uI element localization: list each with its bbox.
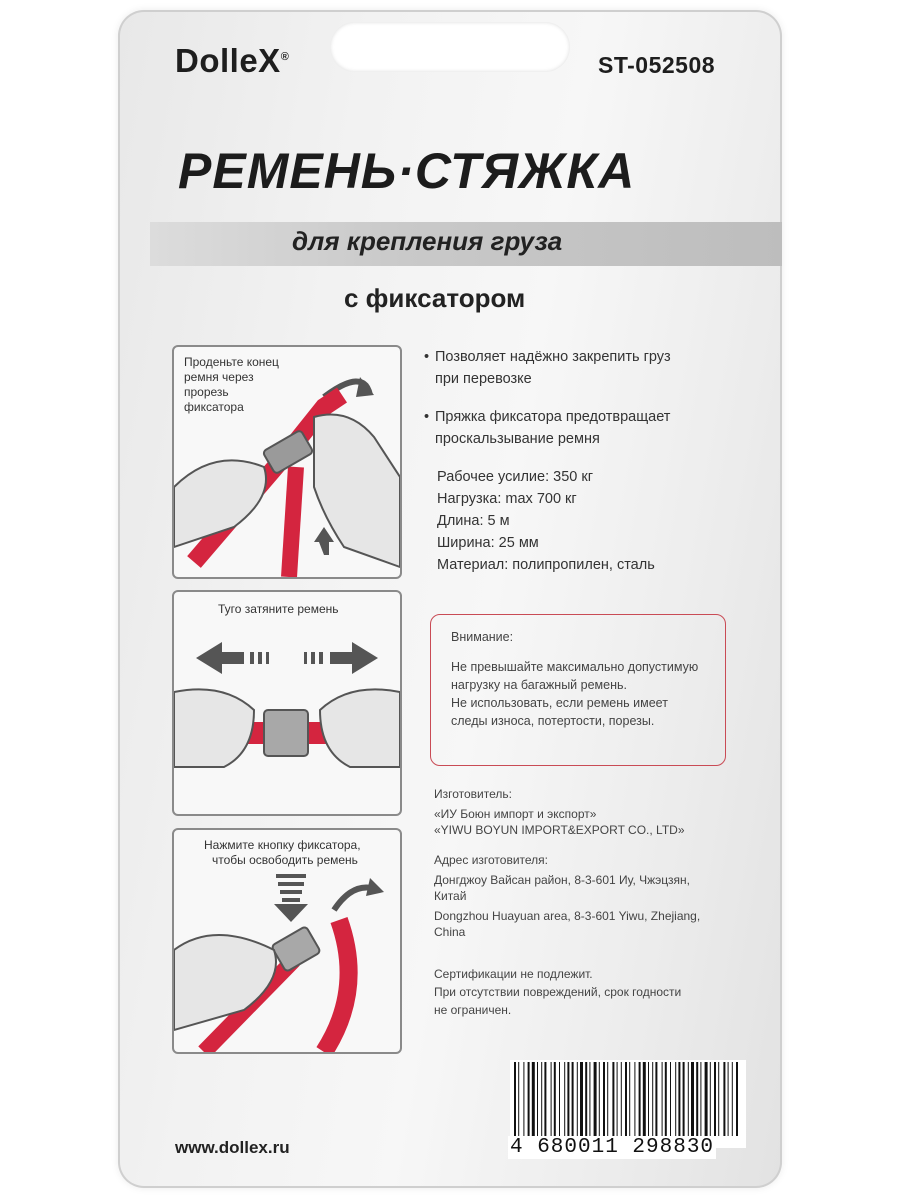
barcode-bar — [559, 1062, 560, 1136]
panel-1-line-4: фиксатора — [184, 400, 244, 414]
barcode-bar — [691, 1062, 694, 1136]
barcode-bar — [723, 1062, 725, 1136]
warning-line-3: Не использовать, если ремень имеет — [451, 696, 668, 710]
barcode-bar — [718, 1062, 719, 1136]
barcode-bar — [710, 1062, 711, 1136]
warning-heading: Внимание: — [451, 630, 514, 644]
barcode-bar — [572, 1062, 574, 1136]
barcode-bar — [523, 1062, 524, 1136]
certification-line-2: При отсутствии повреждений, срок годности — [434, 985, 682, 999]
panel-1-line-2: ремня через — [184, 370, 254, 384]
address-line-3: Dongzhou Huayuan area, 8-3-601 Yiwu, Zhejiang, — [434, 909, 701, 923]
barcode-bar — [643, 1062, 646, 1136]
barcode-bar — [634, 1062, 635, 1136]
barcode-bar — [567, 1062, 569, 1136]
barcode-bar — [700, 1062, 701, 1136]
barcode-bar — [554, 1062, 556, 1136]
address-line-1: Донгджоу Вайсан район, 8-3-601 Иу, Чжэцзян, — [434, 873, 690, 887]
barcode-bar — [607, 1062, 608, 1136]
barcode-bar — [662, 1062, 663, 1136]
barcode-bar — [675, 1062, 676, 1136]
bullet-2-line-1: Пряжка фиксатора предотвращает — [435, 409, 671, 425]
manufacturer-name-ru: «ИУ Боюн импорт и экспорт» — [434, 807, 597, 821]
panel-2-line-1: Туго затяните ремень — [218, 602, 339, 616]
barcode-bar — [617, 1062, 618, 1136]
barcode-bar — [580, 1062, 583, 1136]
warning-line-2: нагрузку на багажный ремень. — [451, 678, 627, 692]
address-line-2: Китай — [434, 889, 467, 903]
barcode-bar — [603, 1062, 605, 1136]
manufacturer-label: Изготовитель: — [434, 787, 512, 801]
warning-line-4: следы износа, потертости, порезы. — [451, 714, 655, 728]
barcode-bar — [599, 1062, 600, 1136]
barcode-bar — [705, 1062, 708, 1136]
website-url: www.dollex.ru — [175, 1138, 290, 1157]
barcode-bar — [728, 1062, 729, 1136]
warning-box — [430, 614, 726, 766]
product-sku: ST-052508 — [598, 52, 716, 78]
brand-logo — [175, 42, 289, 80]
panel-3-line-1: Нажмите кнопку фиксатора, — [204, 838, 361, 852]
bullet-1-line-2: при перевозке — [435, 371, 532, 387]
barcode-bar — [683, 1062, 685, 1136]
spec-material: Материал: полипропилен, сталь — [437, 557, 655, 573]
barcode-bar — [714, 1062, 716, 1136]
barcode-number: 4 680011 298830 — [510, 1136, 715, 1159]
address-line-4: China — [434, 925, 466, 939]
barcode-bar — [670, 1062, 671, 1136]
feature-bullet-2: • Пряжка фиксатора предотвращает проскальзывание ремня — [424, 406, 670, 450]
barcode-bar — [732, 1062, 733, 1136]
right-arrow-icon — [330, 642, 378, 674]
hang-hole — [330, 22, 570, 72]
instruction-panel-tighten — [172, 590, 402, 816]
barcode-bar — [577, 1062, 578, 1136]
barcode-bar — [655, 1062, 657, 1136]
down-arrow-icon — [274, 904, 308, 922]
barcode-bar — [537, 1062, 538, 1136]
up-arrow-icon — [314, 527, 334, 555]
barcode-bar — [551, 1062, 552, 1136]
barcode-bar — [639, 1062, 641, 1136]
barcode-bar — [625, 1062, 627, 1136]
product-title: РЕМЕНЬ·СТЯЖКА — [178, 143, 636, 199]
manufacturer-name-en: «YIWU BOYUN IMPORT&EXPORT CO., LTD» — [434, 823, 685, 837]
barcode-bar — [518, 1062, 519, 1136]
barcode-bar — [678, 1062, 680, 1136]
barcode-bar — [736, 1062, 738, 1136]
panel-1-line-1: Проденьте конец — [184, 355, 279, 369]
tighten-strap-illustration — [174, 592, 400, 814]
feature-bullet-1: • Позволяет надёжно закрепить груз при перевозке — [424, 346, 671, 390]
certification-line-1: Сертификации не подлежит. — [434, 967, 593, 981]
barcode-bar — [696, 1062, 698, 1136]
instruction-panel-release — [172, 828, 402, 1054]
trademark-symbol: ® — [280, 51, 290, 63]
subtitle-primary: для крепления груза — [292, 226, 563, 256]
left-arrow-icon — [196, 642, 244, 674]
barcode-bars — [510, 1060, 746, 1140]
warning-line-1: Не превышайте максимально допустимую — [451, 660, 699, 674]
barcode-bar — [652, 1062, 653, 1136]
barcode-bar — [594, 1062, 597, 1136]
barcode-bar — [688, 1062, 689, 1136]
certification-line-3: не ограничен. — [434, 1003, 512, 1017]
subtitle-secondary: с фиксатором — [344, 283, 526, 313]
barcode-bar — [541, 1062, 542, 1136]
spec-load: Нагрузка: max 700 кг — [437, 491, 577, 507]
brand-name: DolleX — [175, 42, 281, 79]
barcode-bar — [665, 1062, 667, 1136]
panel-3-line-2: чтобы освободить ремень — [212, 853, 358, 867]
buckle — [264, 710, 308, 756]
barcode-bar — [528, 1062, 530, 1136]
spec-width: Ширина: 25 мм — [437, 535, 539, 551]
barcode-bar — [514, 1062, 516, 1136]
barcode-bar — [532, 1062, 535, 1136]
barcode-bar — [585, 1062, 587, 1136]
barcode-bar — [629, 1062, 630, 1136]
bullet-2-line-2: проскальзывание ремня — [435, 431, 600, 447]
panel-1-line-3: прорезь — [184, 385, 229, 399]
barcode-bar — [589, 1062, 590, 1136]
spec-length: Длина: 5 м — [437, 513, 510, 529]
spec-working-force: Рабочее усилие: 350 кг — [437, 469, 593, 485]
bullet-1-line-1: Позволяет надёжно закрепить груз — [435, 349, 671, 365]
barcode-bar — [544, 1062, 546, 1136]
barcode-bar — [621, 1062, 622, 1136]
spec-list — [437, 466, 655, 576]
barcode-bar — [612, 1062, 614, 1136]
address-label: Адрес изготовителя: — [434, 853, 548, 867]
barcode — [510, 1060, 746, 1148]
barcode-bar — [648, 1062, 649, 1136]
barcode-bar — [564, 1062, 565, 1136]
instruction-panel-thread — [172, 345, 402, 579]
